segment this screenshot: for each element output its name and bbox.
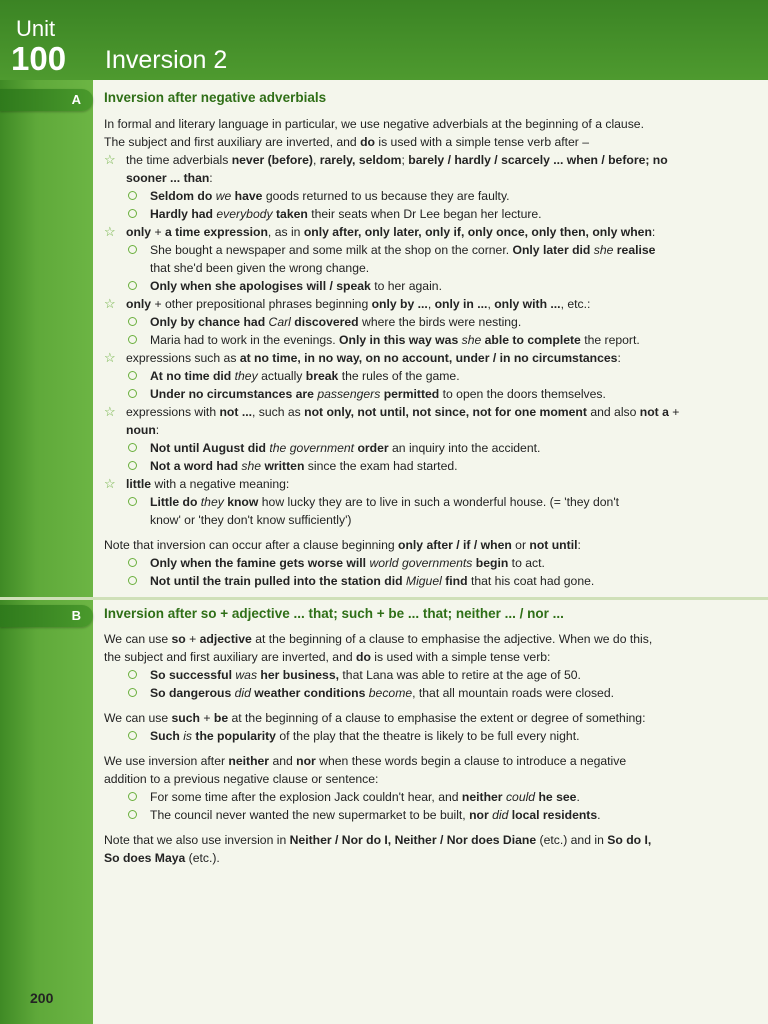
section-b-heading: Inversion after so + adjective ... that; such + be ... that; neither ... / nor ... (104, 606, 564, 621)
circle-bullet-icon (128, 443, 137, 452)
unit-title: Inversion 2 (105, 46, 228, 74)
paragraph-line: We can use so + adjective at the beginning of a clause to emphasise the adjective. When we do this, (104, 632, 653, 646)
example-item: She bought a newspaper and some milk at the shop on the corner. Only later did she realise that she'd been given the wrong change. (104, 241, 714, 277)
circle-bullet-icon (128, 281, 137, 290)
circle-bullet-icon (128, 810, 137, 819)
section-a-heading: Inversion after negative adverbials (104, 90, 327, 105)
paragraph-line: We use inversion after neither and nor when these words begin a clause to introduce a negative (104, 754, 627, 768)
left-sidebar (0, 0, 93, 1024)
circle-bullet-icon (128, 792, 137, 801)
star-icon: ☆ (104, 224, 116, 239)
paragraph-line: Note that we also use inversion in Neither / Nor do I, Neither / Nor does Diane (etc.) and in So do I, (104, 833, 652, 847)
example-item: Maria had to work in the evenings. Only in this way was she able to complete the report. (104, 331, 714, 349)
circle-bullet-icon (128, 497, 137, 506)
circle-bullet-icon (128, 731, 137, 740)
paragraph-line: So does Maya (etc.). (104, 851, 220, 865)
rule-item: ☆ only + other prepositional phrases beginning only by ..., only in ..., only with ..., etc.: (104, 296, 591, 311)
example-item: So dangerous did weather conditions become, that all mountain roads were closed. (104, 684, 714, 702)
unit-label: Unit (16, 16, 56, 41)
circle-bullet-icon (128, 688, 137, 697)
intro-line: The subject and first auxiliary are inverted, and do is used with a simple tense verb after – (104, 135, 590, 149)
page-number: 200 (30, 990, 54, 1006)
example-item: The council never wanted the new supermarket to be built, nor did local residents. (104, 806, 714, 824)
rule-item: ☆ only + a time expression, as in only after, only later, only if, only once, only then, only when: (104, 224, 656, 239)
section-letter-b: B (71, 608, 81, 623)
star-icon: ☆ (104, 476, 116, 491)
star-icon: ☆ (104, 404, 116, 419)
section-b-body (104, 630, 714, 867)
example-item: Under no circumstances are passengers permitted to open the doors themselves. (104, 385, 714, 403)
example-item: Little do they know how lucky they are to live in such a wonderful house. (= 'they don't know' or 'they don't know sufficiently') (104, 493, 714, 529)
circle-bullet-icon (128, 191, 137, 200)
section-tab-a (0, 89, 93, 111)
star-icon: ☆ (104, 152, 116, 167)
rule-item: ☆ little with a negative meaning: (104, 476, 290, 491)
section-divider (0, 597, 768, 600)
circle-bullet-icon (128, 558, 137, 567)
example-item: Only when she apologises will / speak to her again. (104, 277, 714, 295)
paragraph-line: the subject and first auxiliary are inverted, and do is used with a simple tense verb: (104, 650, 551, 664)
rule-item: ☆ expressions such as at no time, in no way, on no account, under / in no circumstances: (104, 350, 621, 365)
circle-bullet-icon (128, 461, 137, 470)
circle-bullet-icon (128, 209, 137, 218)
example-item: Not until the train pulled into the station did Miguel find that his coat had gone. (104, 572, 714, 590)
example-item: Such is the popularity of the play that the theatre is likely to be full every night. (104, 727, 714, 745)
circle-bullet-icon (128, 670, 137, 679)
note-line: Note that inversion can occur after a clause beginning only after / if / when or not until: (104, 538, 581, 552)
rule-item: ☆ expressions with not ..., such as not only, not until, not since, not for one moment and also not a + noun: (104, 404, 680, 437)
example-item: Not until August did the government order an inquiry into the accident. (104, 439, 714, 457)
section-tab-b (0, 605, 93, 627)
circle-bullet-icon (128, 389, 137, 398)
example-item: For some time after the explosion Jack couldn't hear, and neither could he see. (104, 788, 714, 806)
example-item: Seldom do we have goods returned to us because they are faulty. (104, 187, 714, 205)
example-item: So successful was her business, that Lana was able to retire at the age of 50. (104, 666, 714, 684)
section-letter-a: A (71, 92, 81, 107)
star-icon: ☆ (104, 350, 116, 365)
circle-bullet-icon (128, 576, 137, 585)
paragraph-line: We can use such + be at the beginning of a clause to emphasise the extent or degree of something: (104, 711, 646, 725)
unit-number: 100 (11, 40, 67, 77)
example-item: Not a word had she written since the exam had started. (104, 457, 714, 475)
example-item: At no time did they actually break the rules of the game. (104, 367, 714, 385)
intro-line: In formal and literary language in particular, we use negative adverbials at the beginning of a clause. (104, 117, 644, 131)
circle-bullet-icon (128, 371, 137, 380)
paragraph-line: addition to a previous negative clause or sentence: (104, 772, 379, 786)
section-a-body (104, 115, 714, 590)
example-item: Only by chance had Carl discovered where the birds were nesting. (104, 313, 714, 331)
example-item: Only when the famine gets worse will world governments begin to act. (104, 554, 714, 572)
circle-bullet-icon (128, 317, 137, 326)
circle-bullet-icon (128, 245, 137, 254)
star-icon: ☆ (104, 296, 116, 311)
circle-bullet-icon (128, 335, 137, 344)
example-item: Hardly had everybody taken their seats when Dr Lee began her lecture. (104, 205, 714, 223)
rule-item: ☆ the time adverbials never (before), rarely, seldom; barely / hardly / scarcely ... when / before; no sooner ... than: (104, 152, 668, 185)
